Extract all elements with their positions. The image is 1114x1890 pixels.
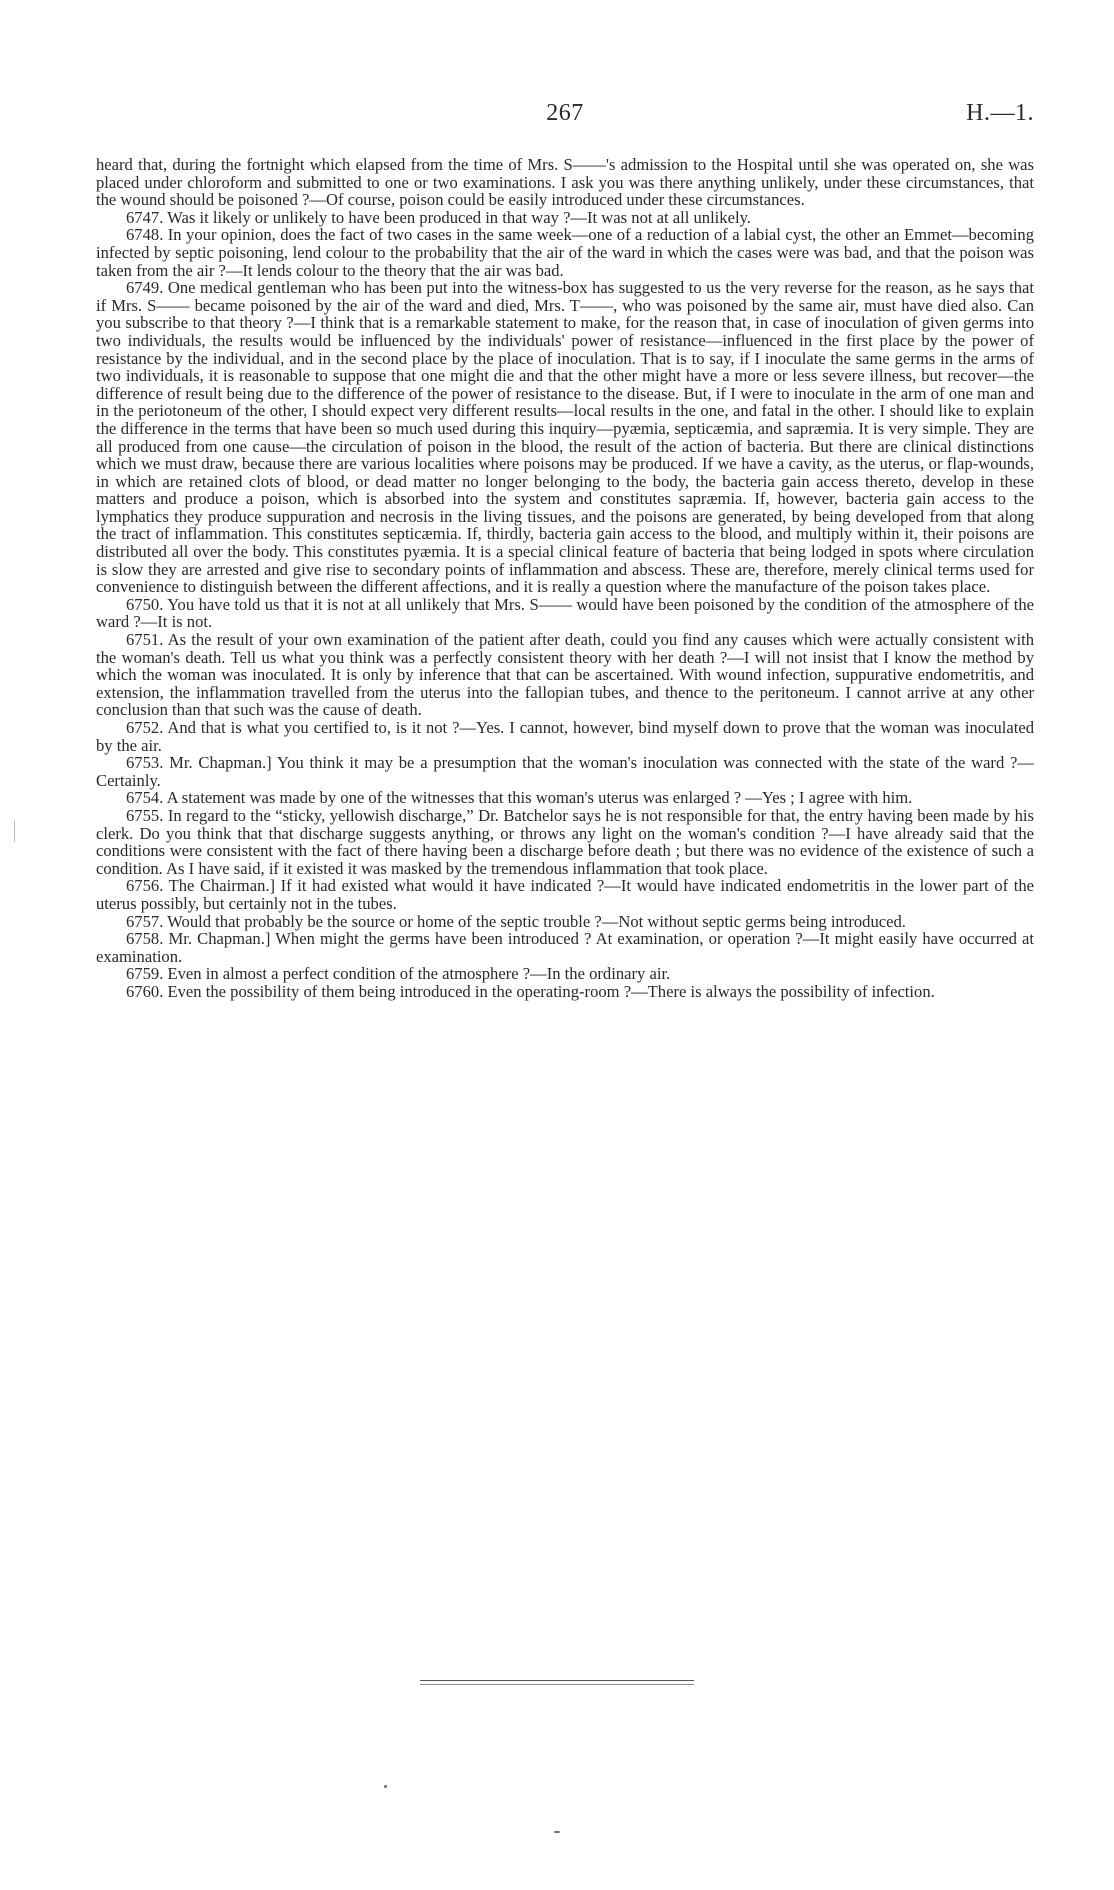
document-reference: H.—1. — [966, 100, 1034, 126]
paragraph-continuation: heard that, during the fortnight which elapsed from the time of Mrs. S——'s admission to the Hospital until she was operated on, she was placed under chloroform and submitted to one or two examinations. I ask you was there anything unlikely, under these circumstances, that the wound should be poisoned ?—Of course, poison could be easily introduced under these circumstances. — [96, 155, 1034, 210]
paragraph-6760: 6760. Even the possibility of them being introduced in the operating-room ?—There is always the possibility of infection. — [126, 981, 935, 1001]
paragraph-6753: 6753. Mr. Chapman.] You think it may be a presumption that the woman's inoculation was connected with the state of the ward ?—Certainly. — [96, 753, 1034, 790]
paragraph-6755: 6755. In regard to the “sticky, yellowish discharge,” Dr. Batchelor says he is not responsible for that, the entry having been made by his clerk. Do you think that that discharge suggests anything, or throws any light on the woman's condition ?—I have already said that the conditions were consistent with the fact of there having been a discharge before death ; but there was no evidence of the existence of such a condition. As I have said, if it existed it was masked by the tremendous inflammation that took place. — [96, 805, 1034, 878]
end-rule-line — [420, 1680, 694, 1681]
scan-speck — [14, 820, 15, 842]
end-rule-line — [420, 1684, 694, 1685]
paragraph-6754: 6754. A statement was made by one of the witnesses that this woman's uterus was enlarged ? —Yes ; I agree with him. — [126, 788, 913, 808]
paragraph-6759: 6759. Even in almost a perfect condition of the atmosphere ?—In the ordinary air. — [126, 964, 671, 984]
section-end-rule — [420, 1680, 694, 1688]
scan-speck — [384, 1785, 387, 1788]
paragraph-6756: 6756. The Chairman.] If it had existed what would it have indicated ?—It would have indicated endometritis in the lower part of the uterus possibly, but certainly not in the tubes. — [96, 876, 1034, 913]
scan-speck — [554, 1831, 560, 1833]
paragraph-6750: 6750. You have told us that it is not at all unlikely that Mrs. S—— would have been poisoned by the condition of the atmosphere of the ward ?—It is not. — [96, 594, 1034, 632]
paragraph-6748: 6748. In your opinion, does the fact of two cases in the same week—one of a reduction of a labial cyst, the other an Emmet—becoming infected by septic poisoning, lend colour to the probability that the air of the ward in which the cases were was bad, and that the poison was taken from the air ?—It lends colour to the theory that the air was bad. — [96, 225, 1034, 280]
paragraph-6751: 6751. As the result of your own examination of the patient after death, could you find any causes which were actually consistent with the woman's death. Tell us what you think was a perfectly consistent theory with her death ?—I will not insist that I know the method by which the woman was inoculated. It is only by inference that that can be ascertained. With wound infection, suppurative endometritis, and extension, the inflammation travelled from the uterus into the fallopian tubes, and thence to the peritoneum. I cannot arrive at any other conclusion than that such was the cause of death. — [96, 630, 1034, 720]
body-text — [96, 156, 1034, 1001]
paragraph-6747: 6747. Was it likely or unlikely to have been produced in that way ?—It was not at all unlikely. — [126, 207, 751, 227]
paragraph-6752: 6752. And that is what you certified to, is it not ?—Yes. I cannot, however, bind myself down to prove that the woman was inoculated by the air. — [96, 718, 1034, 755]
page-number: 267 — [546, 100, 584, 126]
paragraph-6749: 6749. One medical gentleman who has been put into the witness-box has suggested to us the very reverse for the reason, as he says that if Mrs. S—— became poisoned by the air of the ward and died, Mrs. T——, who was poisoned by the same air, must have died also. Can you subscribe to that theory ?—I think that is a remarkable statement to make, for the reason that, in case of inoculation of given germs into two individuals, the results would be influenced by the individuals' power of resistance—influenced in the first place by the power of resistance by the individual, and in the second place by the place of inoculation. That is to say, if I inoculate the same germs in the arms of two individuals, it is reasonable to suppose that one might die and that the other might have a more or less severe illness, but recover—the difference of result being due to the difference of the power of resistance to the disease. But, if I were to inoculate in the arm of one man and in the periotoneum of the other, I should expect very different results—local results in the one, and fatal in the other. I should like to explain the difference in the terms that have been so much used during this inquiry—pyæmia, septicæmia, and sapræmia. It is very simple. They are all produced from one cause—the circulation of poison in the blood, the result of the action of bacteria. But there are clinical distinctions which we must draw, because there are various localities where poisons may be produced. If we have a cavity, as the uterus, or flap-wounds, in which are retained clots of blood, or dead matter no longer belonging to the body, the bacteria gain access thereto, develop in these matters and produce a poison, which is absorbed into the system and constitutes sapræmia. If, however, bacteria gain access to the lymphatics they produce suppuration and necrosis in the living tissues, and the poisons are generated, by being developed from that along the tract of inflammation. This constitutes septicæmia. If, thirdly, bacteria gain access to the blood, and multiply within it, their poisons are distributed all over the body. This constitutes pyæmia. It is a special clinical feature of bacteria that being lodged in spots where circulation is slow they are arrested and give rise to secondary points of inflammation and abscess. These are, therefore, merely clinical terms used for convenience to distinguish between the different affections, and it is really a question where the manufacture of the poison takes place. — [96, 278, 1034, 597]
paragraph-6757: 6757. Would that probably be the source or home of the septic trouble ?—Not without septic germs being introduced. — [126, 911, 906, 931]
paragraph-6758: 6758. Mr. Chapman.] When might the germs have been introduced ? At examination, or operation ?—It might easily have occurred at examination. — [96, 929, 1034, 966]
page-header — [96, 100, 1034, 136]
